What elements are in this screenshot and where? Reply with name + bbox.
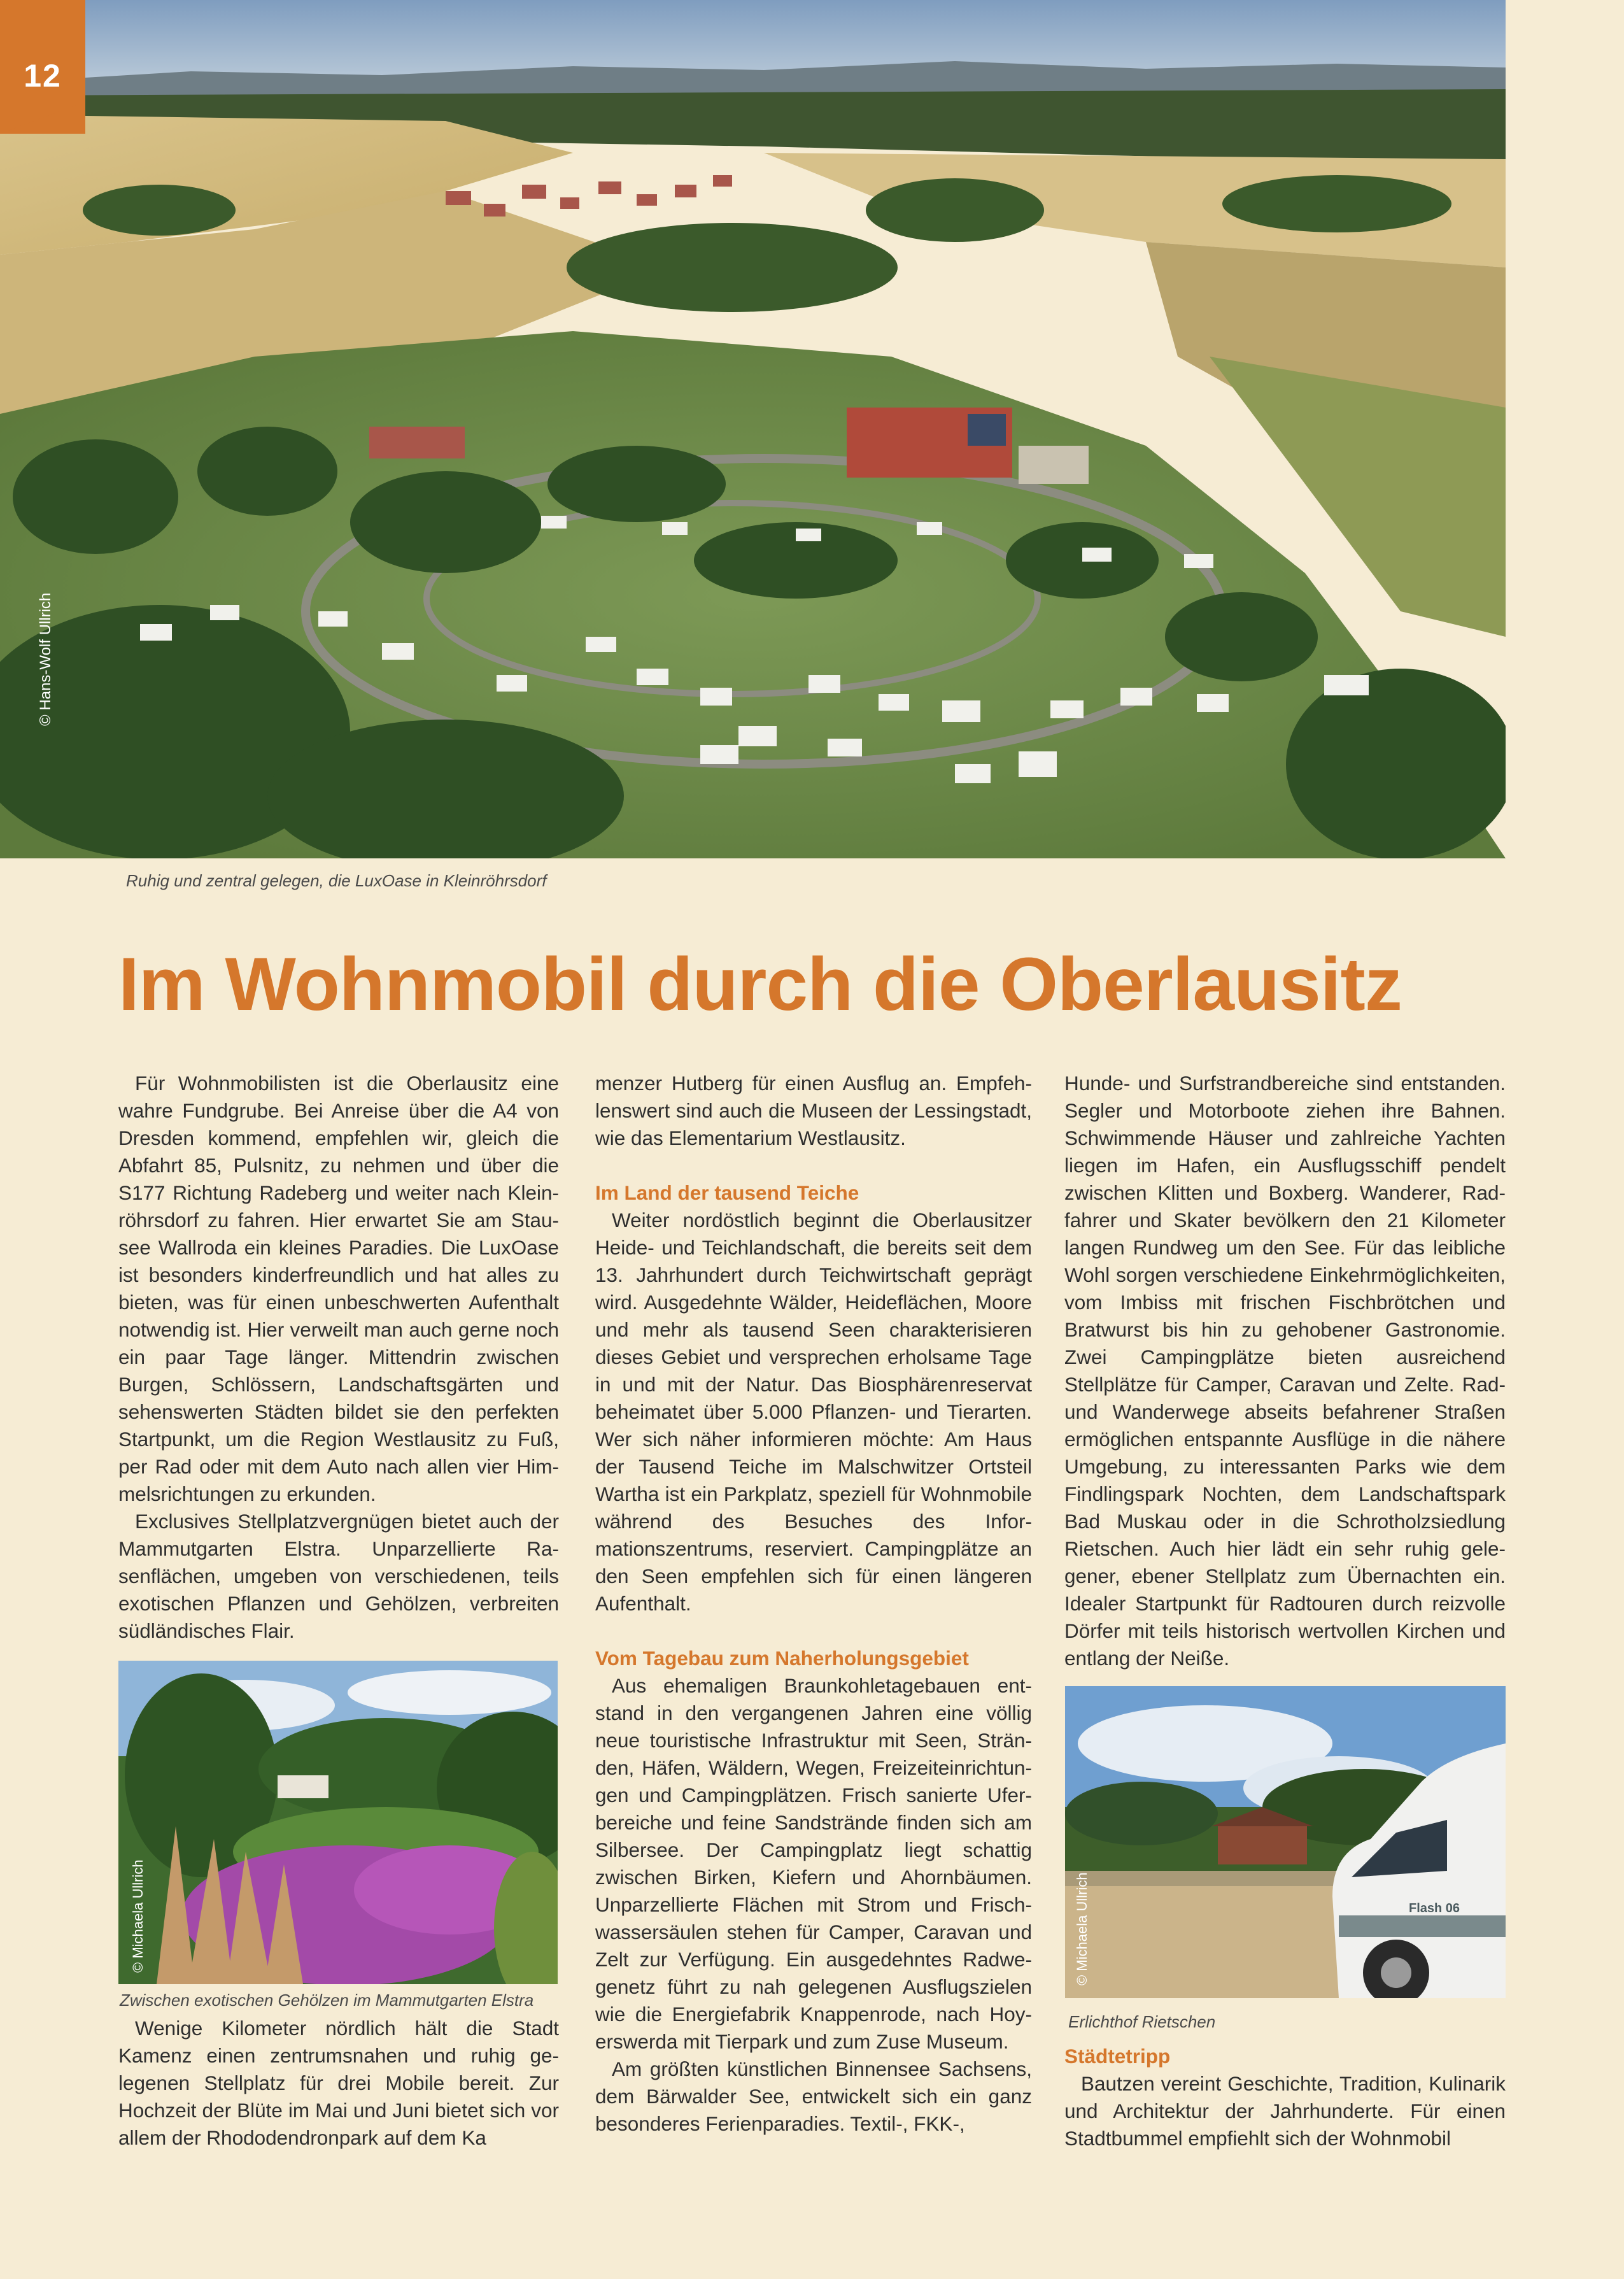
- article-column-1: [118, 1070, 559, 1645]
- photo-credit: © Michaela Ullrich: [130, 1859, 146, 1973]
- paragraph: menzer Hutberg für einen Ausflug an. Empfehlenswert sind auch die Museen der Lessingstadt, wie das Elementarium Westlausitz.: [595, 1072, 1032, 1149]
- article-headline: Im Wohnmobil durch die Oberlausitz: [118, 942, 1402, 1026]
- article-column-1-continued: [118, 2015, 559, 2152]
- photo-credit: © Michaela Ullrich: [1074, 1872, 1090, 1985]
- section-heading: Im Land der tausend Teiche: [595, 1181, 859, 1204]
- page-number-tab: [0, 0, 85, 134]
- paragraph: Aus ehemaligen Braunkohletagebauen entstand in den vergangenen Jahren eine völlig neue touristische Infrastruktur mit Seen, Stränden, Häfen, Wäldern, Wegen, Freizeiteinrichtungen und Campingplätzen. Frisch sanierte Uferbereiche und feine Sandstrände finden sich am Silbersee. Der Campingplatz liegt schattig zwischen Birken, Kiefern und Ahornbäumen. Unparzellierte Flächen mit Strom und Frischwassersäulen stehen für Camper, Caravan und Zelt zur Verfügung. Ein ausgedehntes Radwegenetz führt zu nah gelegenen Ausflugszielen wie die Energiefabrik Knappenrode, nach Hoyerswerda mit Tierpark und zum Zuse Museum.: [595, 1674, 1032, 2053]
- photo-caption: Zwischen exotischen Gehölzen im Mammutgarten Elstra: [120, 1991, 534, 2010]
- paragraph: Exclusives Stellplatzvergnügen bietet auch der Mammutgarten Elstra. Unparzellierte Rasenflächen, umgeben von verschiedenen, teils exotischen Pflanzen und Gehölzen, verbreiten südländisches Flair.: [118, 1510, 559, 1642]
- section-heading: Städtetripp: [1064, 2045, 1171, 2068]
- article-column-3-continued: [1064, 2043, 1506, 2152]
- article-column-2: [595, 1070, 1032, 2138]
- page-number: 12: [24, 58, 62, 94]
- hero-photo-credit: © Hans-Wolf Ullrich: [37, 592, 54, 726]
- hero-photo-campsite: [0, 0, 1506, 858]
- paragraph: Wenige Kilometer nördlich hält die Stadt Kamenz einen zentrumsnahen und ruhig gelegenen Stellplatz für drei Mobile bereit. Zur Hochzeit der Blüte im Mai und Juni bietet sich vor allem der Rhododendronpark auf dem Ka: [118, 2017, 559, 2149]
- photo-caption: Erlichthof Rietschen: [1068, 2012, 1216, 2031]
- photo-mammutgarten: [118, 1661, 558, 1984]
- paragraph: Weiter nordöstlich beginnt die Oberlausitzer Heide- und Teichlandschaft, die bereits seit dem 13. Jahrhundert durch Teichwirtschaft geprägt wird. Ausgedehnte Wälder, Heideflächen, Moore und mehr als tausend Seen charakterisieren dieses Gebiet und versprechen erholsame Tage in und mit der Natur. Das Biosphärenreservat beheimatet über 5.000 Pflanzen- und Tierarten. Wer sich näher informieren möchte: Am Haus der Tausend Teiche im Malschwitzer Ortsteil Wartha ist ein Parkplatz, speziell für Wohnmobile während des Besuches des Informationszentrums, reserviert. Campingplätze an den Seen empfehlen sich für einen längeren Aufenthalt.: [595, 1209, 1032, 1615]
- paragraph: Am größten künstlichen Binnensee Sachsens, dem Bärwalder See, entwickelt sich ein ganz besonderes Ferienparadies. Textil-, FKK-,: [595, 2057, 1032, 2135]
- paragraph: Für Wohnmobilisten ist die Oberlausitz eine wahre Fundgrube. Bei Anreise über die A4 von Dresden kommend, empfehlen wir, gleich die Abfahrt 85, Pulsnitz, zu nehmen und über die S177 Richtung Radeberg und weiter nach Kleinröhrsdorf zu fahren. Hier erwartet Sie am Stausee Wallroda ein kleines Paradies. Die LuxOase ist besonders kinderfreundlich und hat alles zu bieten, was für einen unbeschwerten Aufenthalt notwendig ist. Hier verweilt man auch gerne noch ein paar Tage länger. Mittendrin zwischen Burgen, Schlössern, Landschaftsgärten und sehenswerten Städten bildet sie den perfekten Startpunkt, um die Region Westlausitz zu Fuß, per Rad oder mit dem Auto nach allen vier Himmelsrichtungen zu erkunden.: [118, 1072, 559, 1505]
- photo-erlichthof: [1065, 1686, 1506, 1998]
- article-column-3: [1064, 1070, 1506, 1672]
- paragraph: Hunde- und Surfstrandbereiche sind entstanden. Segler und Motorboote ziehen ihre Bahnen. Schwimmende Häuser und zahlreiche Yachten liegen im Hafen, ein Ausflugsschiff pendelt zwischen Klitten und Boxberg. Wanderer, Radfahrer und Skater bevölkern den 21 Kilometer langen Rundweg um den See. Für das leibliche Wohl sorgen verschiedene Einkehrmöglichkeiten, vom Imbiss mit frischen Fischbrötchen und Bratwurst bis hin zu gehobener Gastronomie. Zwei Campingplätze bieten ausreichend Stellplätze für Camper, Caravan und Zelte. Rad- und Wanderwege abseits befahrener Straßen ermöglichen entspannte Ausflüge in die nähere Umgebung, zu interessanten Parks wie dem Findlingspark Nochten, dem Landschaftspark Bad Muskau oder in die Schrotholzsiedlung Rietschen. Auch hier lädt ein sehr ruhig gelegener, ebener Stellplatz zum Übernachten ein. Idealer Startpunkt für Radtouren durch reizvolle Dörfer mit teils historisch wertvollen Kirchen und entlang der Neiße.: [1064, 1072, 1506, 1670]
- paragraph: Bautzen vereint Geschichte, Tradition, Kulinarik und Architektur der Jahrhunderte. Für einen Stadtbummel empfiehlt sich der Wohnmobil: [1064, 2072, 1506, 2150]
- section-heading: Vom Tagebau zum Naherholungsgebiet: [595, 1647, 969, 1670]
- hero-photo-caption: Ruhig und zentral gelegen, die LuxOase in Kleinröhrsdorf: [126, 871, 547, 890]
- van-label: Flash 06: [1409, 1901, 1460, 1915]
